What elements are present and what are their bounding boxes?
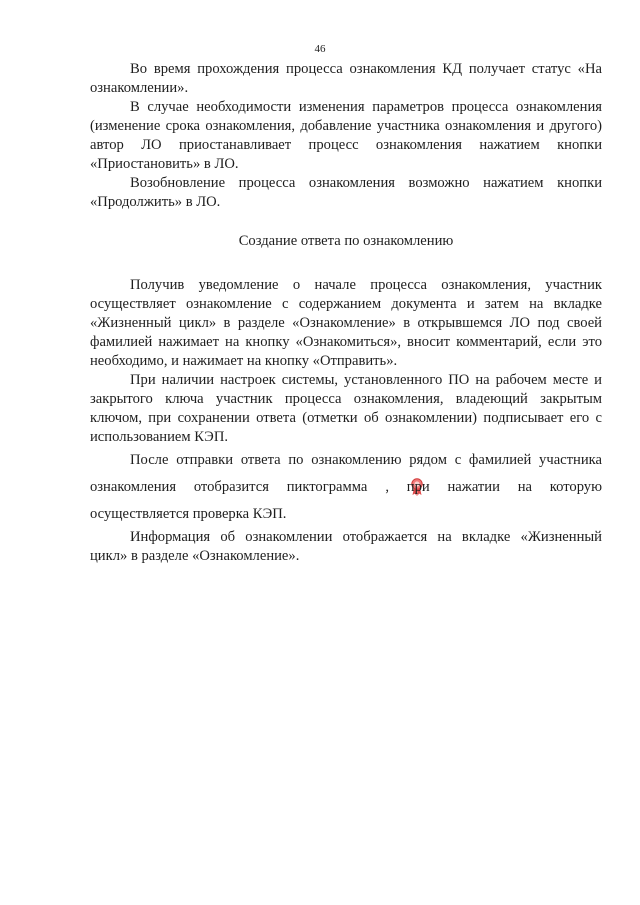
document-body [90,60,602,566]
section-heading: Создание ответа по ознакомлению [238,233,454,249]
icon-info-text-before: После отправки ответа по ознакомлению рядом с фамилией участника ознакомления отобразится пиктограмма [90,452,602,495]
signature-seal-icon [370,477,384,497]
paragraph-icon-info [90,447,602,528]
paragraph-pause: В случае необходимости изменения параметров процесса ознакомления (изменение срока ознакомления, добавление участника ознакомления и другого) автор ЛО приостанавливает процесс ознакомления нажатием кнопки «Приостановить» в ЛО. [90,99,602,172]
paragraph-status: Во время прохождения процесса ознакомления КД получает статус «На ознакомлении». [90,61,602,96]
paragraph-lifecycle: Информация об ознакомлении отображается на вкладке «Жизненный цикл» в разделе «Ознакомление». [90,529,602,564]
paragraph-signing: При наличии настроек системы, установленного ПО на рабочем месте и закрытого ключа участник процесса ознакомления, владеющий закрытым ключом, при сохранении ответа (отметки об ознакомлении) подписывает его с использованием КЭП. [90,372,602,445]
page-number: 46 [314,43,326,55]
paragraph-resume: Возобновление процесса ознакомления возможно нажатием кнопки «Продолжить» в ЛО. [90,175,602,210]
icon-info-text-after: , при нажатии на которую осуществляется проверка КЭП. [90,479,603,522]
paragraph-acknowledge: Получив уведомление о начале процесса ознакомления, участник осуществляет ознакомление с содержанием документа и затем на вкладке «Жизненный цикл» в разделе «Ознакомление» в открывшемся ЛО под своей фамилией нажимает на кнопку «Ознакомиться», вносит комментарий, если это необходимо, и нажимает на кнопку «Отправить». [90,277,602,369]
